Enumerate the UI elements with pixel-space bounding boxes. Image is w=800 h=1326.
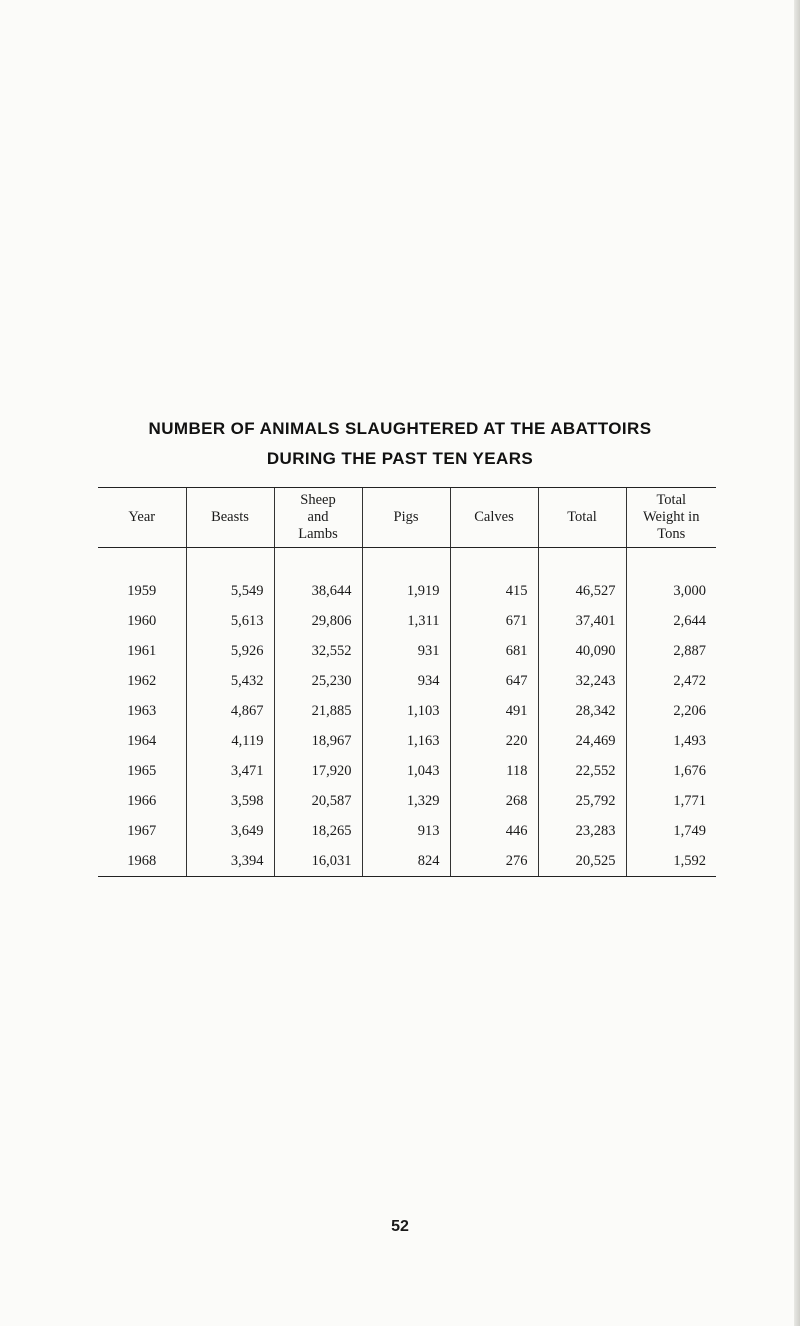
cell-sheep-and-lambs: 25,230 <box>274 667 362 697</box>
page-edge-shadow <box>794 0 800 1326</box>
table-row <box>98 817 716 847</box>
header-total-label: Total <box>567 509 597 525</box>
cell-year: 1961 <box>127 643 157 659</box>
cell-calves: 491 <box>450 697 538 727</box>
cell-total-weight: 2,644 <box>626 607 716 637</box>
header-sheep-and-lambs <box>274 488 362 548</box>
cell-sheep-and-lambs: 20,587 <box>274 787 362 817</box>
header-year-label: Year <box>128 509 156 525</box>
cell-calves: 681 <box>450 637 538 667</box>
cell-year: 1965 <box>127 763 157 779</box>
cell-total: 28,342 <box>538 697 626 727</box>
cell-total: 24,469 <box>538 727 626 757</box>
table-title-line-2: DURING THE PAST TEN YEARS <box>266 449 534 468</box>
cell-total-weight: 1,493 <box>626 727 716 757</box>
cell-total-weight: 3,000 <box>626 548 716 607</box>
cell-pigs: 931 <box>362 637 450 667</box>
header-beasts <box>186 488 274 548</box>
table-row <box>98 787 716 817</box>
table-row <box>98 847 716 877</box>
table-row <box>98 727 716 757</box>
cell-pigs: 1,919 <box>362 548 450 607</box>
cell-year: 1962 <box>127 673 157 689</box>
cell-pigs: 934 <box>362 667 450 697</box>
header-row <box>98 488 716 548</box>
cell-year: 1964 <box>127 733 157 749</box>
cell-sheep-and-lambs: 18,967 <box>274 727 362 757</box>
page-number: 52 <box>391 1218 409 1235</box>
cell-pigs: 913 <box>362 817 450 847</box>
cell-beasts: 3,649 <box>186 817 274 847</box>
cell-year: 1967 <box>127 823 157 839</box>
cell-sheep-and-lambs: 17,920 <box>274 757 362 787</box>
header-pigs <box>362 488 450 548</box>
cell-year: 1968 <box>98 847 186 877</box>
table-row <box>98 637 716 667</box>
cell-total: 25,792 <box>538 787 626 817</box>
cell-beasts: 3,598 <box>186 787 274 817</box>
header-beasts-label: Beasts <box>211 509 249 525</box>
cell-pigs: 1,043 <box>362 757 450 787</box>
cell-beasts: 4,119 <box>186 727 274 757</box>
header-weight-line-1: Total <box>656 492 687 508</box>
slaughter-statistics-table <box>98 487 716 877</box>
cell-total-weight: 1,592 <box>626 847 716 877</box>
cell-pigs: 1,103 <box>362 697 450 727</box>
cell-total-weight: 1,749 <box>626 817 716 847</box>
header-calves-label: Calves <box>474 509 514 525</box>
cell-beasts: 5,432 <box>186 667 274 697</box>
cell-year: 1966 <box>127 793 157 809</box>
header-total-weight <box>626 488 716 548</box>
cell-sheep-and-lambs: 32,552 <box>274 637 362 667</box>
cell-sheep-and-lambs: 38,644 <box>274 548 362 607</box>
table-row <box>98 667 716 697</box>
cell-calves: 220 <box>450 727 538 757</box>
cell-beasts: 5,926 <box>186 637 274 667</box>
cell-sheep-and-lambs: 16,031 <box>274 847 362 877</box>
cell-year: 1960 <box>127 613 157 629</box>
cell-calves: 647 <box>450 667 538 697</box>
cell-year: 1959 <box>127 583 157 600</box>
cell-pigs: 824 <box>362 847 450 877</box>
cell-total: 22,552 <box>538 757 626 787</box>
cell-sheep-and-lambs: 29,806 <box>274 607 362 637</box>
cell-calves: 268 <box>450 787 538 817</box>
cell-beasts: 3,394 <box>186 847 274 877</box>
cell-total-weight: 1,771 <box>626 787 716 817</box>
cell-pigs: 1,163 <box>362 727 450 757</box>
cell-total: 40,090 <box>538 637 626 667</box>
cell-pigs: 1,311 <box>362 607 450 637</box>
header-sheep-line-2: and <box>307 509 329 525</box>
cell-beasts: 3,471 <box>186 757 274 787</box>
header-weight-line-3: Tons <box>657 526 686 542</box>
table-row <box>98 697 716 727</box>
header-sheep-line-1: Sheep <box>300 492 336 508</box>
table-row <box>98 607 716 637</box>
header-weight-line-2: Weight in <box>643 509 700 525</box>
header-pigs-label: Pigs <box>393 509 419 525</box>
cell-total-weight: 1,676 <box>626 757 716 787</box>
cell-total: 20,525 <box>538 847 626 877</box>
cell-beasts: 4,867 <box>186 697 274 727</box>
header-total <box>538 488 626 548</box>
table-row <box>98 757 716 787</box>
header-calves <box>450 488 538 548</box>
cell-year: 1963 <box>127 703 157 719</box>
cell-beasts: 5,613 <box>186 607 274 637</box>
cell-calves: 671 <box>450 607 538 637</box>
cell-total-weight: 2,472 <box>626 667 716 697</box>
table-row <box>98 548 716 607</box>
header-sheep-line-3: Lambs <box>298 526 338 542</box>
header-year <box>98 488 186 548</box>
table-title-line-1: NUMBER OF ANIMALS SLAUGHTERED AT THE ABATTOIRS <box>148 419 652 438</box>
cell-calves: 276 <box>450 847 538 877</box>
cell-calves: 446 <box>450 817 538 847</box>
cell-total: 23,283 <box>538 817 626 847</box>
cell-calves: 415 <box>450 548 538 607</box>
cell-total: 32,243 <box>538 667 626 697</box>
cell-calves: 118 <box>450 757 538 787</box>
cell-total: 37,401 <box>538 607 626 637</box>
cell-total-weight: 2,887 <box>626 637 716 667</box>
cell-total: 46,527 <box>538 548 626 607</box>
cell-total-weight: 2,206 <box>626 697 716 727</box>
cell-pigs: 1,329 <box>362 787 450 817</box>
cell-sheep-and-lambs: 18,265 <box>274 817 362 847</box>
cell-sheep-and-lambs: 21,885 <box>274 697 362 727</box>
cell-beasts: 5,549 <box>186 548 274 607</box>
